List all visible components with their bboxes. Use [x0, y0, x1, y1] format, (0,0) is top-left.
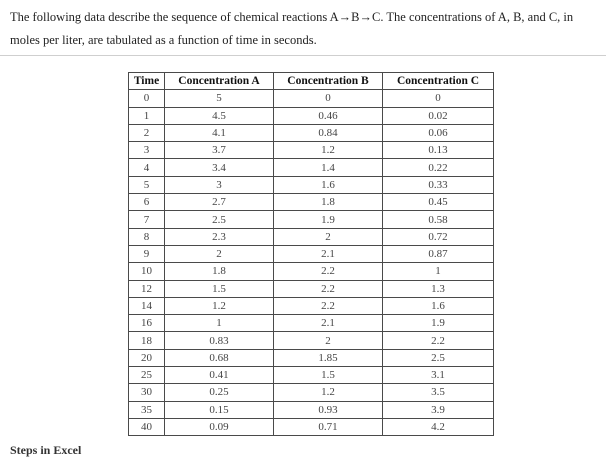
cell-concentration-b: 0.84	[274, 124, 383, 141]
cell-concentration-c: 3.1	[383, 367, 494, 384]
cell-concentration-b: 1.2	[274, 142, 383, 159]
table-row	[129, 349, 494, 366]
cell-concentration-a: 0.25	[165, 384, 274, 401]
cell-concentration-a: 0.09	[165, 418, 274, 435]
cell-concentration-a: 0.41	[165, 367, 274, 384]
table-row	[129, 159, 494, 176]
intro-paragraph: The following data describe the sequence of chemical reactions A→B→C. The concentrations of A, B, and C, in moles per liter, are tabulated as a function of time in seconds.	[10, 10, 574, 47]
cell-concentration-c: 1.6	[383, 297, 494, 314]
cell-concentration-b: 1.2	[274, 384, 383, 401]
cell-concentration-c: 0.13	[383, 142, 494, 159]
cell-concentration-c: 0.02	[383, 107, 494, 124]
cell-time: 14	[129, 297, 165, 314]
cell-concentration-b: 0.46	[274, 107, 383, 124]
cell-concentration-c: 0.45	[383, 194, 494, 211]
cell-concentration-c: 0.22	[383, 159, 494, 176]
table-row	[129, 124, 494, 141]
table-row	[129, 401, 494, 418]
table-row	[129, 245, 494, 262]
cell-time: 6	[129, 194, 165, 211]
cell-concentration-c: 1.9	[383, 315, 494, 332]
cell-concentration-c: 0.06	[383, 124, 494, 141]
table-row	[129, 228, 494, 245]
table-row	[129, 194, 494, 211]
cell-concentration-b: 2	[274, 332, 383, 349]
cell-concentration-a: 1.2	[165, 297, 274, 314]
table-header-row	[129, 73, 494, 90]
cell-concentration-a: 0.15	[165, 401, 274, 418]
table-row	[129, 90, 494, 107]
cell-concentration-c: 1	[383, 263, 494, 280]
cell-concentration-b: 2.2	[274, 280, 383, 297]
cell-concentration-b: 2	[274, 228, 383, 245]
table-body	[129, 90, 494, 436]
cell-concentration-a: 2.5	[165, 211, 274, 228]
cell-concentration-a: 4.1	[165, 124, 274, 141]
table-row	[129, 418, 494, 435]
cell-time: 7	[129, 211, 165, 228]
cell-time: 2	[129, 124, 165, 141]
cell-time: 20	[129, 349, 165, 366]
cell-concentration-b: 0.93	[274, 401, 383, 418]
cell-time: 1	[129, 107, 165, 124]
cell-concentration-b: 1.6	[274, 176, 383, 193]
cell-time: 16	[129, 315, 165, 332]
section-heading: Steps in Excel	[10, 443, 82, 457]
cell-concentration-b: 0.71	[274, 418, 383, 435]
cell-concentration-b: 2.1	[274, 315, 383, 332]
cell-concentration-b: 2.2	[274, 297, 383, 314]
cell-concentration-c: 0.72	[383, 228, 494, 245]
cell-time: 18	[129, 332, 165, 349]
cell-concentration-a: 5	[165, 90, 274, 107]
header-concentration-a: Concentration A	[165, 73, 274, 90]
cell-concentration-a: 0.83	[165, 332, 274, 349]
cell-concentration-a: 2.3	[165, 228, 274, 245]
cell-concentration-c: 3.9	[383, 401, 494, 418]
cell-concentration-b: 2.2	[274, 263, 383, 280]
header-time: Time	[129, 73, 165, 90]
table-row	[129, 142, 494, 159]
cell-concentration-c: 2.2	[383, 332, 494, 349]
cell-concentration-a: 0.68	[165, 349, 274, 366]
table-row	[129, 211, 494, 228]
cell-concentration-c: 3.5	[383, 384, 494, 401]
cell-concentration-b: 2.1	[274, 245, 383, 262]
cell-concentration-b: 0	[274, 90, 383, 107]
cell-concentration-a: 1.5	[165, 280, 274, 297]
concentration-table	[128, 72, 494, 436]
header-concentration-b: Concentration B	[274, 73, 383, 90]
table-row	[129, 263, 494, 280]
table-row	[129, 176, 494, 193]
cell-concentration-a: 3	[165, 176, 274, 193]
table-row	[129, 280, 494, 297]
cell-concentration-b: 1.8	[274, 194, 383, 211]
table-row	[129, 332, 494, 349]
cell-concentration-b: 1.85	[274, 349, 383, 366]
cell-concentration-c: 0	[383, 90, 494, 107]
table-row	[129, 107, 494, 124]
cell-time: 9	[129, 245, 165, 262]
cell-time: 40	[129, 418, 165, 435]
cell-concentration-a: 2	[165, 245, 274, 262]
cell-time: 8	[129, 228, 165, 245]
cell-time: 4	[129, 159, 165, 176]
cell-time: 35	[129, 401, 165, 418]
header-concentration-c: Concentration C	[383, 73, 494, 90]
cell-concentration-b: 1.4	[274, 159, 383, 176]
cell-time: 25	[129, 367, 165, 384]
cell-concentration-b: 1.9	[274, 211, 383, 228]
cell-concentration-a: 3.4	[165, 159, 274, 176]
cell-concentration-b: 1.5	[274, 367, 383, 384]
divider	[0, 55, 606, 56]
table-row	[129, 297, 494, 314]
cell-concentration-c: 0.87	[383, 245, 494, 262]
cell-concentration-a: 1.8	[165, 263, 274, 280]
cell-concentration-c: 2.5	[383, 349, 494, 366]
cell-time: 10	[129, 263, 165, 280]
table-row	[129, 367, 494, 384]
cell-concentration-c: 0.58	[383, 211, 494, 228]
cell-time: 30	[129, 384, 165, 401]
cell-time: 5	[129, 176, 165, 193]
cell-time: 0	[129, 90, 165, 107]
cell-time: 12	[129, 280, 165, 297]
cell-concentration-a: 4.5	[165, 107, 274, 124]
cell-concentration-a: 3.7	[165, 142, 274, 159]
cell-concentration-c: 1.3	[383, 280, 494, 297]
cell-concentration-c: 0.33	[383, 176, 494, 193]
cell-concentration-a: 2.7	[165, 194, 274, 211]
cell-concentration-c: 4.2	[383, 418, 494, 435]
table-row	[129, 315, 494, 332]
cell-time: 3	[129, 142, 165, 159]
table-row	[129, 384, 494, 401]
cell-concentration-a: 1	[165, 315, 274, 332]
